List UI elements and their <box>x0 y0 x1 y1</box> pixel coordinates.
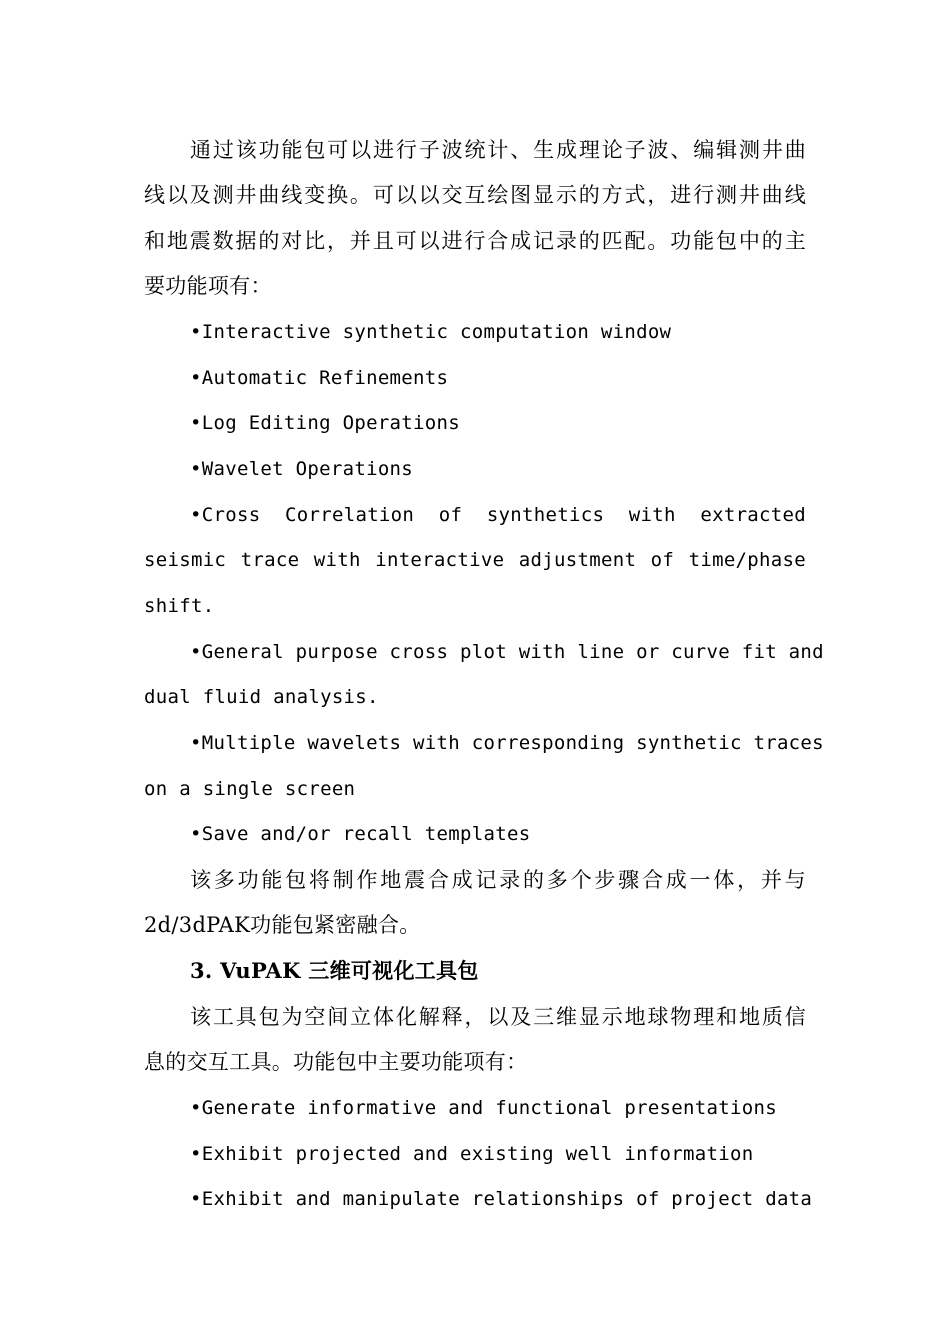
paragraph-line: 和地震数据的对比，并且可以进行合成记录的匹配。功能包中的主 <box>144 229 806 253</box>
bullet-item: •Save and/or recall templates <box>190 823 531 845</box>
paragraph-line: 该工具包为空间立体化解释，以及三维显示地球物理和地质信 <box>190 1005 806 1029</box>
bullet-item: •Exhibit projected and existing well information <box>190 1143 754 1165</box>
paragraph-line: 该多功能包将制作地震合成记录的多个步骤合成一体，并与 <box>190 868 806 892</box>
bullet-continuation: shift. <box>144 595 215 617</box>
bullet-continuation: seismic trace with interactive adjustment of time/phase <box>144 549 806 571</box>
bullet-continuation: on a single screen <box>144 778 356 800</box>
section-heading: 3. VuPAK 三维可视化工具包 <box>190 958 479 983</box>
bullet-item: •Interactive synthetic computation window <box>190 321 672 343</box>
paragraph-line: 要功能项有： <box>144 274 272 298</box>
bullet-item: •Log Editing Operations <box>190 412 460 434</box>
bullet-continuation: dual fluid analysis. <box>144 686 379 708</box>
bullet-item: •Wavelet Operations <box>190 458 414 480</box>
bullet-item: •Generate informative and functional presentations <box>190 1097 777 1119</box>
paragraph-line: 2d/3dPAK功能包紧密融合。 <box>144 913 421 937</box>
bullet-item: •Multiple wavelets with corresponding synthetic traces <box>190 732 824 754</box>
paragraph-line: 线以及测井曲线变换。可以以交互绘图显示的方式，进行测井曲线 <box>144 183 806 207</box>
paragraph-line: 通过该功能包可以进行子波统计、生成理论子波、编辑测井曲 <box>190 138 806 162</box>
bullet-item: •Automatic Refinements <box>190 367 449 389</box>
bullet-item: •Exhibit and manipulate relationships of project data <box>190 1188 813 1210</box>
bullet-item: •General purpose cross plot with line or curve fit and <box>190 641 824 663</box>
paragraph-line: 息的交互工具。功能包中主要功能项有： <box>144 1050 528 1074</box>
bullet-item: •Cross Correlation of synthetics with extracted <box>190 504 806 526</box>
